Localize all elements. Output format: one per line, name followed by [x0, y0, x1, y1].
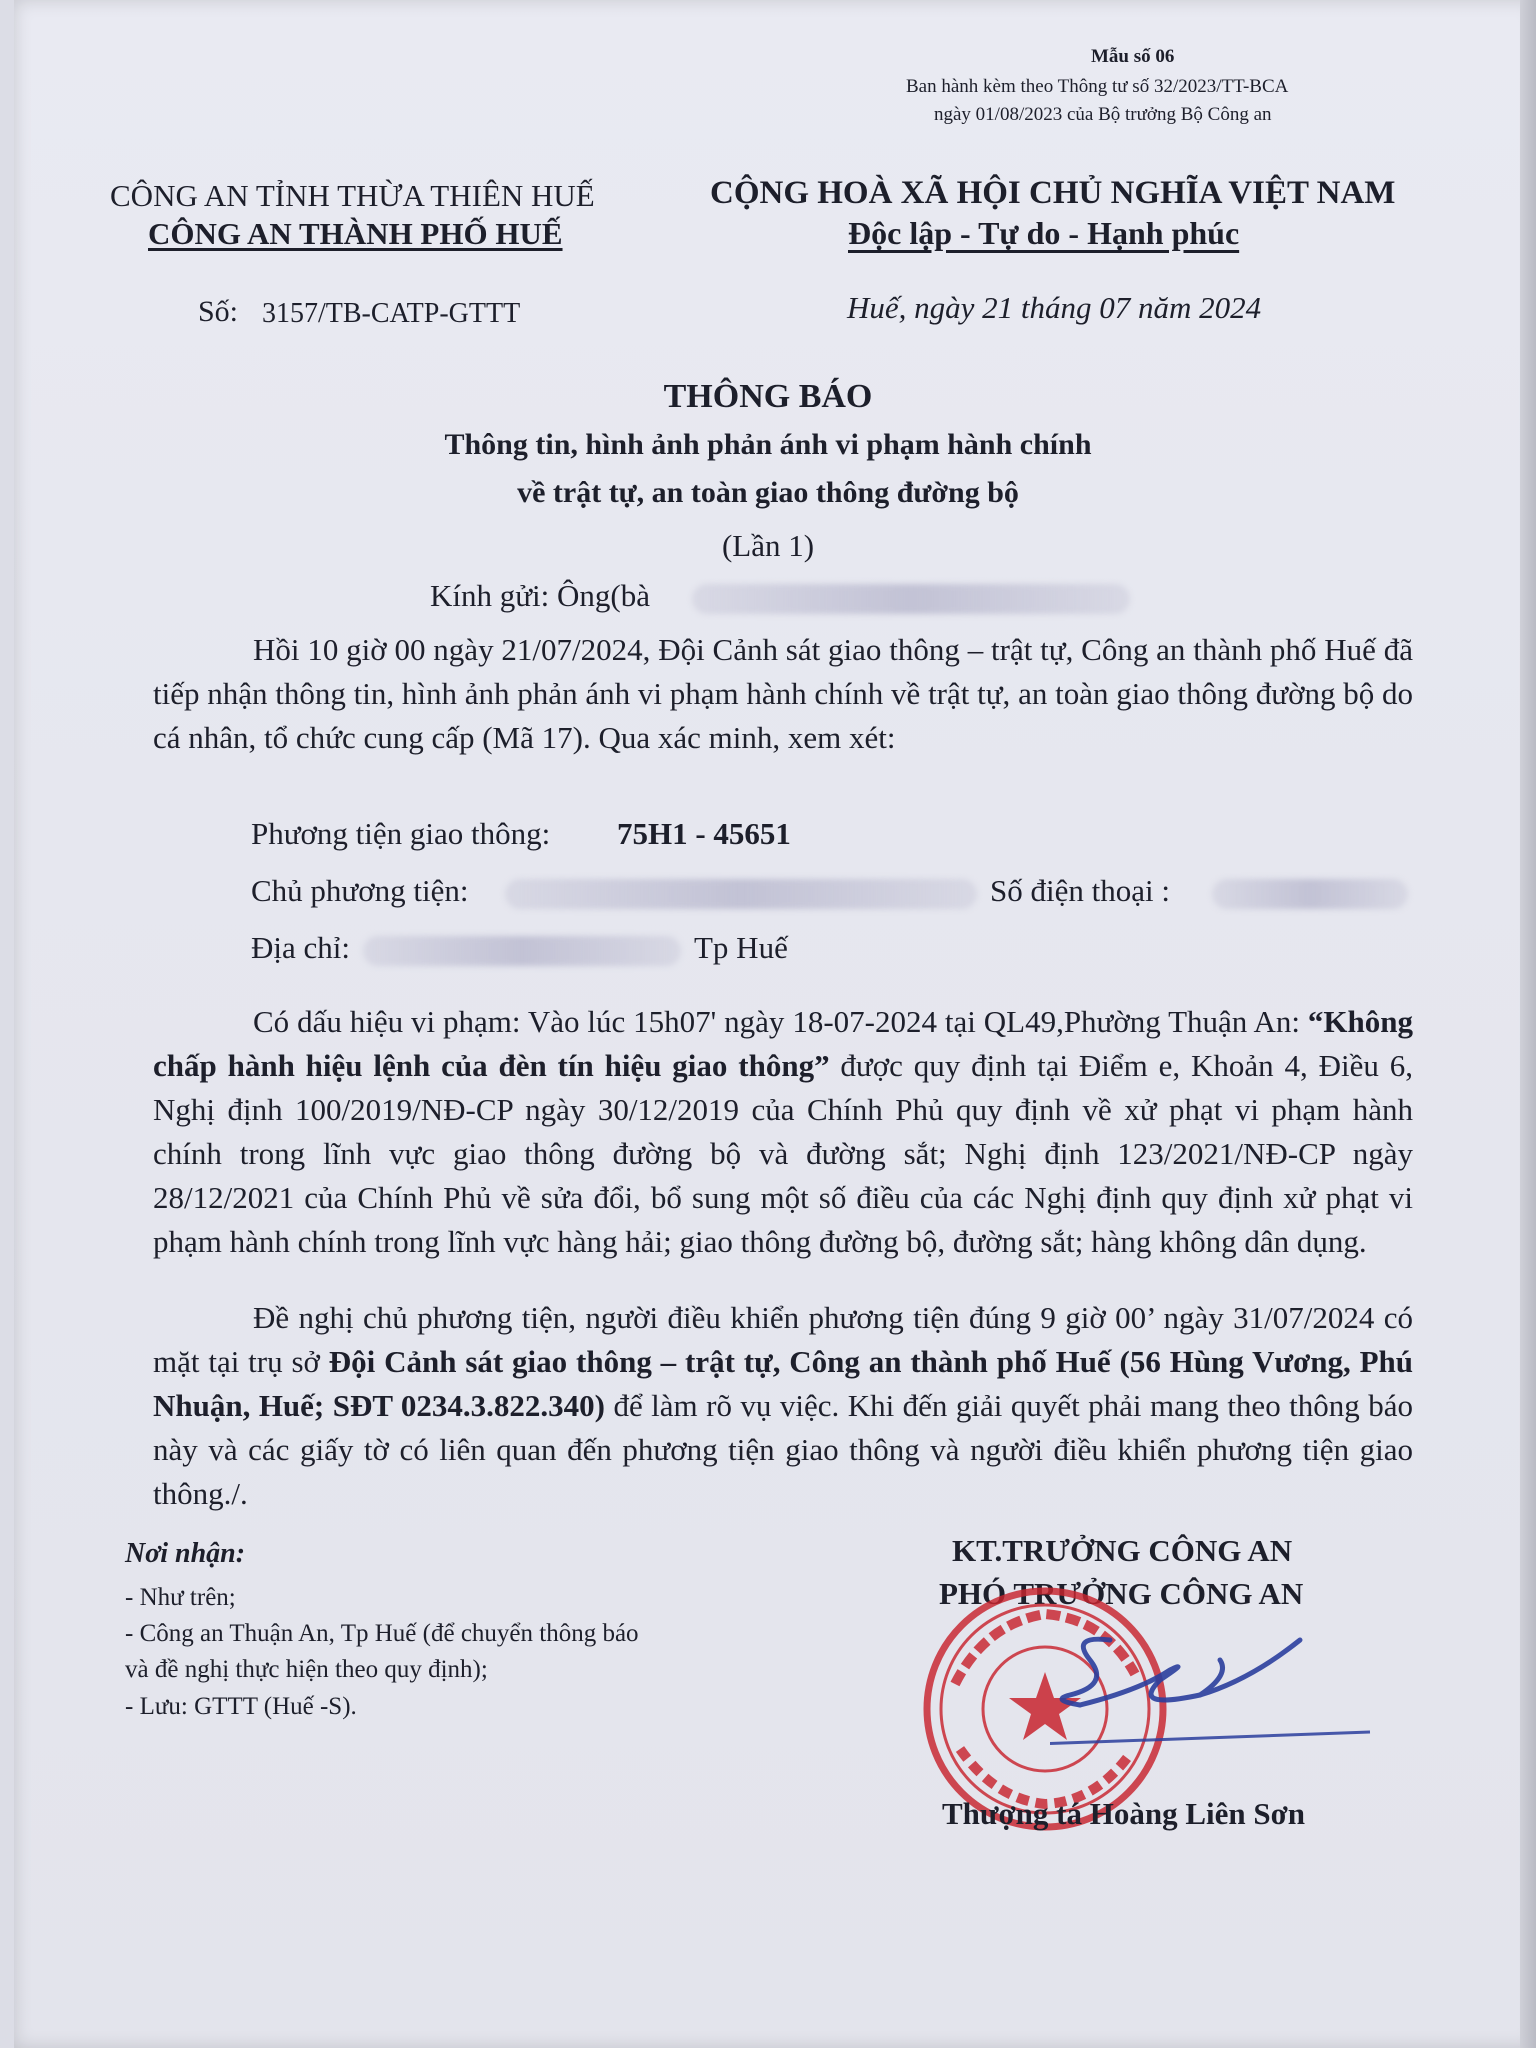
address-city: Tp Huế [694, 930, 788, 965]
nation-name: CỘNG HOÀ XÃ HỘI CHỦ NGHĨA VIỆT NAM [710, 175, 1396, 211]
document-title: THÔNG BÁO [663, 378, 873, 415]
redacted-address [363, 936, 681, 966]
vehicle-plate: 75H1 - 45651 [617, 816, 791, 851]
recipient-item: - Công an Thuận An, Tp Huế (để chuyển thông báo [125, 1620, 639, 1647]
form-issued-by: Ban hành kèm theo Thông tư số 32/2023/TT-BCA [906, 76, 1289, 97]
redacted-owner-name [505, 879, 977, 909]
redacted-recipient-name [692, 584, 1130, 614]
handwritten-signature-icon [1050, 1600, 1380, 1760]
violation-description: “Không chấp hành hiệu lệnh của đèn tín hiệu giao thông” [153, 1004, 1413, 1083]
request-instructions: để làm rõ vụ việc. Khi đến giải quyết phải mang theo thông báo này và các giấy tờ có liên quan đến phương tiện giao thông và người điều khiển phương tiện giao thông./. [153, 1388, 1413, 1511]
redacted-phone [1212, 879, 1408, 909]
violation-intro: Có dấu hiệu vi phạm: Vào lúc 15h07' ngày 18-07-2024 tại QL49,Phường Thuận An: [253, 1004, 1308, 1039]
notice-attempt: (Lần 1) [721, 528, 815, 563]
request-paragraph [153, 1296, 1413, 1516]
document-subtitle-2: về trật tự, an toàn giao thông đường bộ [517, 476, 1019, 509]
recipient-item: - Lưu: GTTT (Huế -S). [125, 1693, 357, 1720]
violation-legal-basis: được quy định tại Điểm e, Khoản 4, Điều 6, Nghị định 100/2019/NĐ-CP ngày 30/12/2019 của Chính Phủ quy định về xử phạt vi phạm hành chính trong lĩnh vực giao thông đường bộ và đường sắt; Nghị định 123/2021/NĐ-CP ngày 28/12/2021 của Chính Phủ về sửa đổi, bổ sung một số điều của các Nghị định quy định xử phạt vi phạm hành chính trong lĩnh vực hàng hải; giao thông đường bộ, đường sắt; hàng không dân dụng. [153, 1048, 1413, 1259]
doc-number-label: Số: [198, 295, 239, 328]
recipient-label: Kính gửi: Ông(bà [430, 578, 650, 613]
request-intro: Đề nghị chủ phương tiện, người điều khiển phương tiện đúng 9 giờ 00’ ngày 31/07/2024 có mặt tại trụ sở [153, 1300, 1413, 1379]
signer-name: Thượng tá Hoàng Liên Sơn [942, 1796, 1306, 1831]
recipient-item: và đề nghị thực hiện theo quy định); [125, 1656, 488, 1683]
signature-authority: KT.TRƯỞNG CÔNG AN [952, 1533, 1293, 1568]
form-number: Mẫu số 06 [1091, 46, 1175, 67]
violation-paragraph [153, 1000, 1413, 1264]
agency-name: CÔNG AN THÀNH PHỐ HUẾ [148, 216, 563, 251]
form-issued-date: ngày 01/08/2023 của Bộ trưởng Bộ Công an [934, 104, 1272, 125]
address-label: Địa chỉ: [251, 930, 350, 965]
recipient-item: - Như trên; [125, 1584, 236, 1611]
phone-label: Số điện thoại : [990, 873, 1170, 908]
document-subtitle-1: Thông tin, hình ảnh phản ánh vi phạm hành chính [444, 428, 1092, 461]
request-location: Đội Cảnh sát giao thông – trật tự, Công an thành phố Huế (56 Hùng Vương, Phú Nhuận, Huế; SĐT 0234.3.822.340) [153, 1344, 1414, 1423]
recipients-heading: Nơi nhận: [125, 1538, 246, 1569]
vehicle-label: Phương tiện giao thông: [251, 816, 551, 851]
agency-parent: CÔNG AN TỈNH THỪA THIÊN HUẾ [110, 178, 595, 213]
place-date: Huế, ngày 21 tháng 07 năm 2024 [847, 290, 1262, 325]
owner-label: Chủ phương tiện: [251, 873, 469, 908]
signature-title: PHÓ TRƯỞNG CÔNG AN [939, 1576, 1304, 1611]
doc-number: 3157/TB-CATP-GTTT [262, 298, 521, 329]
page-edge-shadow [1520, 0, 1536, 2048]
national-motto: Độc lập - Tự do - Hạnh phúc [848, 215, 1240, 251]
intro-paragraph: Hồi 10 giờ 00 ngày 21/07/2024, Đội Cảnh sát giao thông – trật tự, Công an thành phố Huế đã tiếp nhận thông tin, hình ảnh phản ánh vi phạm hành chính về trật tự, an toàn giao thông đường bộ do cá nhân, tổ chức cung cấp (Mã 17). Qua xác minh, xem xét: [153, 632, 1413, 755]
